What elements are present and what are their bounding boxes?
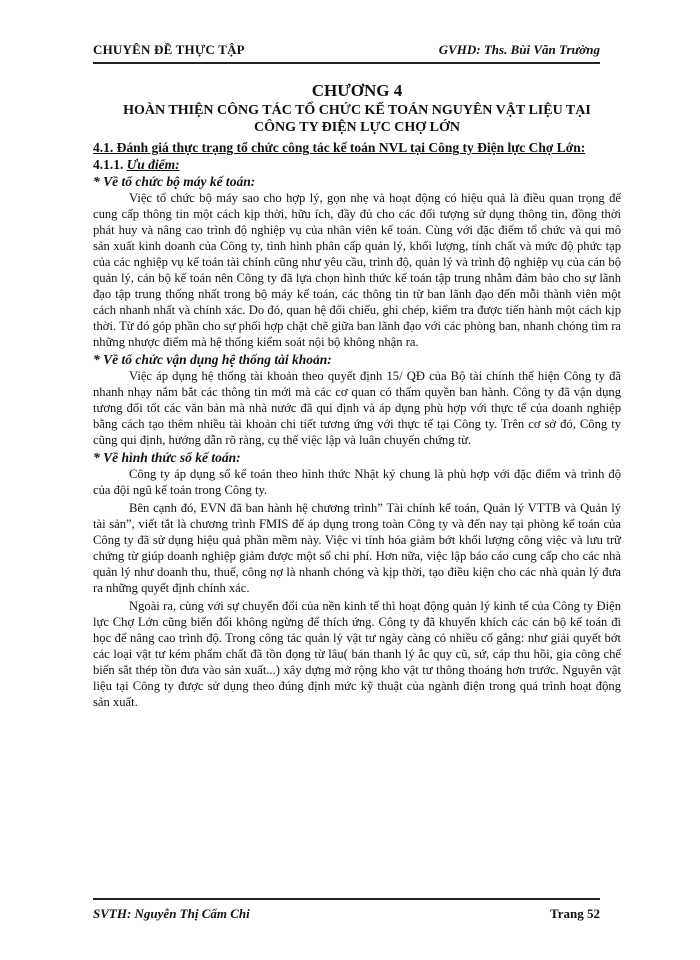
paragraph: Việc áp dụng hệ thống tài khoản theo quyết định 15/ QĐ của Bộ tài chính thể hiện Công ty đã nhanh nhạy nắm bắt các thông tin mới mà các cơ quan có thẩm quyền ban hành. Công ty đã vận dụng tương đối tốt các văn bản mà nhà nước đã qui định và áp dụng phù hợp với thực tế của doanh nghiệp bằng cách tạo thêm nhiều tài khoản chi tiết tương ứng với thực tế tại Công ty. Trên cơ sở đó, Công ty cũng qui định, hướng dẫn rõ ràng, cụ thể việc lập và luân chuyển chứng từ.	[93, 369, 621, 447]
page-content	[93, 80, 621, 712]
header-advisor: GVHD: Ths. Bùi Văn Trường	[438, 42, 600, 57]
paragraph: Bên cạnh đó, EVN đã ban hành hệ chương trình” Tài chính kế toán, Quản lý VTTB và Quản lý tài sản”, viết tắt là chương trình FMIS để áp dụng trong toàn Công ty và đến nay tại phòng kế toán của Công ty đã sử dụng hiệu quả phần mềm này. Việc vi tính hóa giảm bớt khối lượng công việc và lưu trữ chứng từ giúp doanh nghiệp giảm được một số chi phí. Hơn nữa, việc lập báo cáo cung cấp cho các nhà quản lý như doanh thu, thuế, công nợ là nhanh chóng và kịp thời, tạo điều kiện cho các nhà quản lý đưa ra những quyết định chính xác.	[93, 501, 621, 595]
subsection-heading	[93, 157, 621, 173]
block-heading-account-system: * Về tổ chức vận dụng hệ thống tài khoản:	[93, 352, 332, 367]
subsection-label: Ưu điểm:	[126, 157, 180, 172]
paragraph: Công ty áp dụng sổ kế toán theo hình thức Nhật ký chung là phù hợp với đặc điểm và trình độ của đội ngũ kế toán trong Công ty.	[93, 467, 621, 497]
chapter-title-line1: HOÀN THIỆN CÔNG TÁC TỔ CHỨC KẾ TOÁN NGUYÊN VẬT LIỆU TẠI	[123, 103, 591, 118]
page-header	[93, 42, 600, 64]
footer-student: SVTH: Nguyễn Thị Cẩm Chi	[93, 906, 250, 921]
chapter-title-line2: CÔNG TY ĐIỆN LỰC CHỢ LỚN	[253, 120, 460, 135]
section-heading: 4.1. Đánh giá thực trạng tổ chức công tác kế toán NVL tại Công ty Điện lực Chợ Lớn:	[93, 140, 586, 155]
header-course-title: CHUYÊN ĐỀ THỰC TẬP	[93, 42, 245, 57]
paragraph: Ngoài ra, cùng với sự chuyển đổi của nền kinh tế thì hoạt động quản lý kinh tế của Công ty Điện lực Chợ Lớn cũng biến đổi không ngừng để thích ứng. Công ty đã khuyến khích các cán bộ kế toán đi học để nâng cao trình độ. Trong công tác quản lý vật tư ngày càng có nhiều cố gắng: như giải quyết bớt các loại vật tư kém phẩm chất đã tồn đọng từ lâu( bán thanh lý ắc quy cũ, sứ, cáp thu hồi, gia công chế biến sắt thép tồn đưa vào sản xuất...) xây dựng mở rộng kho vật tư thông thoáng hơn trước. Nguyên vật liệu tại Công ty được sử dụng theo đúng định mức kỹ thuật của ngành điện trong quá trình hoạt động sản xuất.	[93, 599, 621, 709]
paragraph: Việc tổ chức bộ máy sao cho hợp lý, gọn nhẹ và hoạt động có hiệu quả là điều quan trọng để cung cấp thông tin một cách kịp thời, hữu ích, đầy đủ cho các đối tượng sử dụng thông tin, đồng thời phát huy và nâng cao trình độ nghiệp vụ của nhân viên kế toán. Cùng với đặc điểm tổ chức và qui mô sản xuất kinh doanh của Công ty, tình hình phân cấp quản lý, khối lượng, tính chất và mức độ phức tạp của các nghiệp vụ kế toán tài chính cũng như yêu cầu, trình độ, quản lý và trình độ nghiệp vụ của cán bộ quản lý, cán bộ kế toán nên Công ty đã lựa chọn hình thức kế toán tập trung nhằm đảm bảo cho sự lãnh đạo tập trung thống nhất trong bộ máy kế toán, các thông tin từ ban lãnh đạo đến mỗi thành viên một cách nhanh nhất và chính xác. Do đó, quan hệ đối chiếu, ghi chép, kiểm tra được tiến hành một cách kịp thời. Từ đó góp phần cho sự phối hợp chặt chẽ giữa ban lãnh đạo với các phòng ban, nhanh chóng tìm ra những nhược điểm mà hệ thống kiểm soát nội bộ không nhận ra.	[93, 191, 621, 349]
page-number: Trang 52	[550, 906, 600, 921]
chapter-number: CHƯƠNG 4	[311, 81, 403, 100]
block-heading-accounting-structure: * Về tổ chức bộ máy kế toán:	[93, 174, 256, 189]
block-heading-ledger-form: * Về hình thức sổ kế toán:	[93, 450, 241, 465]
subsection-number: 4.1.1.	[93, 157, 124, 172]
page-footer	[93, 898, 600, 922]
